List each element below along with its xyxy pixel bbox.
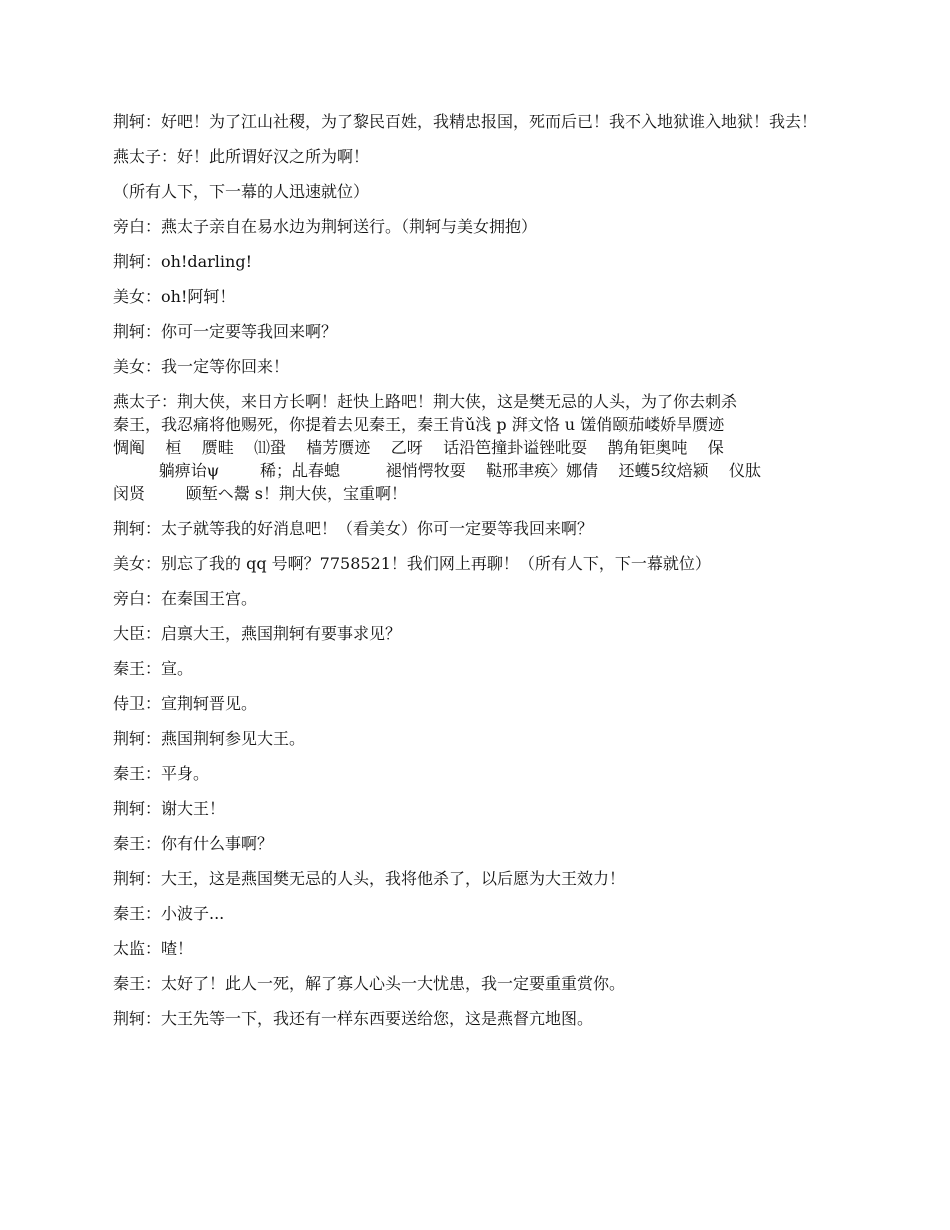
- narration-line: 旁白：在秦国王宫。: [113, 589, 258, 608]
- dialogue-line: 秦王：你有什么事啊？: [113, 834, 274, 853]
- dialogue-line: 美女：oh!阿轲！: [113, 287, 236, 306]
- dialogue-line: 大臣：启禀大王，燕国荆轲有要事求见？: [113, 624, 402, 643]
- narration-line: 旁白：燕太子亲自在易水边为荆轲送行。（荆轲与美女拥抱）: [113, 217, 538, 236]
- dialogue-line-garbled: 燕太子：荆大侠，来日方长啊！赶快上路吧！荆大侠，这是樊无忌的人头，为了你去刺杀 秦王，我忍痛将他赐死，你提着去见秦王，秦王肯ǔ浅 p 湃文恪 u 馐俏颐茄嵝娇旱赝迹 惆阄 桓 赝畦 ⑾蛩 樯芳赝迹 乙呀 话沿笆撞卦谥锉吡耍 鹊角钜奥吨 保 躺痹诒ψ 稀；乩春螅 褪悄愕牧耍 鞑邢聿痪〉娜倩 还蠖5纹焙颍 仪肽 闵贤 颐堑ヘ鬶 s！荆大侠，宝重啊！: [113, 392, 762, 503]
- dialogue-line: 荆轲：大王，这是燕国樊无忌的人头，我将他杀了，以后愿为大王效力！: [113, 869, 626, 888]
- dialogue-line: 秦王：太好了！此人一死，解了寡人心头一大忧患，我一定要重重赏你。: [113, 974, 626, 993]
- dialogue-line: 太监：喳！: [113, 939, 194, 958]
- dialogue-line: 荆轲：oh!darling!: [113, 252, 253, 271]
- dialogue-line: 荆轲：好吧！为了江山社稷，为了黎民百姓，我精忠报国，死而后已！我不入地狱谁入地狱！我去！: [113, 112, 818, 131]
- dialogue-line: 荆轲：大王先等一下，我还有一样东西要送给您，这是燕督亢地图。: [113, 1009, 594, 1028]
- dialogue-line: 荆轲：燕国荆轲参见大王。: [113, 729, 306, 748]
- dialogue-line: 荆轲：你可一定要等我回来啊？: [113, 322, 338, 341]
- dialogue-line: 燕太子：好！此所谓好汉之所为啊！: [113, 147, 370, 166]
- dialogue-line: 秦王：平身。: [113, 764, 210, 783]
- dialogue-line: 侍卫：宣荆轲晋见。: [113, 694, 258, 713]
- document-page: [113, 110, 843, 1042]
- stage-direction: （所有人下，下一幕的人迅速就位）: [113, 182, 370, 201]
- dialogue-line: 秦王：小波子...: [113, 904, 225, 923]
- dialogue-line: 荆轲：太子就等我的好消息吧！（看美女）你可一定要等我回来啊？: [113, 519, 594, 538]
- dialogue-line: 秦王：宣。: [113, 659, 194, 678]
- dialogue-line: 美女：别忘了我的 qq 号啊？7758521！我们网上再聊！（所有人下，下一幕就位）: [113, 554, 711, 573]
- dialogue-line: 美女：我一定等你回来！: [113, 357, 290, 376]
- dialogue-line: 荆轲：谢大王！: [113, 799, 226, 818]
